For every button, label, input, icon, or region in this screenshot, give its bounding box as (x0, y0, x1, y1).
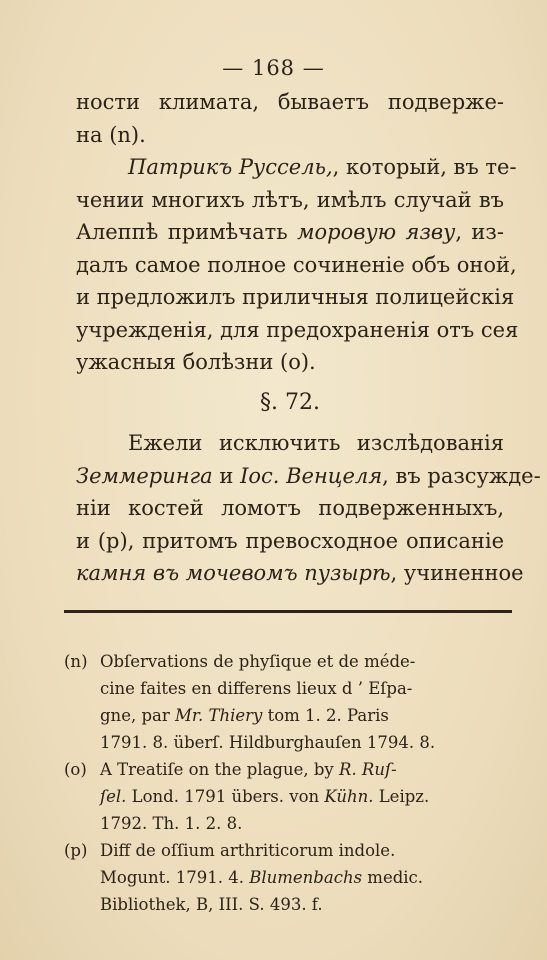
main-text (76, 86, 541, 590)
text-fragment: , из- (455, 220, 504, 244)
text-fragment: , въ разсужде- (382, 463, 541, 488)
footnote-line (100, 864, 508, 891)
footnote-label: (n) (64, 652, 88, 671)
footnote-line (100, 783, 508, 810)
text-line (76, 216, 504, 249)
emphasis-plague: моровую язву (297, 220, 456, 244)
text-line: учрежденія, для предохраненія отъ сея (76, 317, 519, 342)
text-line: Ежели исключить изслѣдованія (128, 431, 504, 455)
text-fragment: , учиненное (390, 561, 524, 585)
footnote-o (64, 756, 508, 837)
text-line: и предложилъ приличныя полицейскія (76, 285, 515, 309)
footnote-line: Bibliothek, B, III. S. 493. f. (100, 895, 323, 914)
name-wenzel: Іос. Венцеля (240, 463, 383, 488)
footnote-label: (p) (64, 841, 88, 860)
footnote-line: Obſervations de phyſique et de méde- (100, 652, 416, 671)
journal-blumenbach: Blumenbachs (249, 868, 363, 887)
author-russell-cont: ſel. (100, 787, 127, 806)
text-line: далъ самое полное сочиненіе объ оной, (76, 252, 517, 277)
footnote-label: (o) (64, 760, 87, 779)
footnote-line: Diff de oſſium arthriticorum indole. (100, 841, 396, 860)
footnote-p (64, 837, 508, 918)
section-heading: §. 72. (260, 389, 320, 415)
text-fragment: Алеппѣ примѣчать (76, 220, 298, 244)
author-thiery: Mr. Thiery (174, 706, 263, 725)
footnote-line: 1792. Th. 1. 2. 8. (100, 814, 243, 833)
page-number: — 168 — (222, 56, 325, 80)
footnote-line (100, 756, 508, 783)
text-line (76, 460, 541, 493)
translator-kuhn: Kühn. (324, 787, 374, 806)
name-soemmerring: Земмеринга (76, 463, 213, 488)
text-fragment: Leipz. (373, 787, 430, 806)
text-fragment: Mogunt. 1791. 4. (100, 868, 250, 887)
text-line: и (p), притомъ превосходное описаніе (76, 528, 504, 553)
text-line: ности климата, бываетъ подверже- (76, 90, 504, 114)
footnote-divider (64, 610, 512, 613)
text-line (76, 151, 517, 184)
text-fragment: , который, въ те- (332, 155, 517, 179)
text-fragment: Lond. 1791 übers. von (126, 787, 325, 806)
text-fragment: и (212, 463, 241, 488)
text-line: на (n). (76, 122, 146, 147)
footnote-line: 1791. 8. überſ. Hildburghauſen 1794. 8. (100, 733, 436, 752)
emphasis-bladder-stone: камня въ мочевомъ пузырѣ (76, 561, 391, 585)
footnote-n (64, 648, 508, 756)
text-line (76, 557, 524, 590)
author-russell: R. Ruſ- (339, 760, 397, 779)
footnote-line (100, 702, 508, 729)
text-fragment: tom 1. 2. Paris (262, 706, 389, 725)
text-fragment: A Treatiſe on the plague, by (100, 760, 340, 779)
name-patrick-russell: Патрикъ Руссель, (128, 155, 333, 179)
text-line: чении многихъ лѣтъ, имѣлъ случай въ (76, 187, 504, 212)
text-fragment: gne, par (100, 706, 175, 725)
footnote-line: cine faites en differens lieux d ’ Eſpa- (100, 679, 413, 698)
footnotes (64, 648, 508, 918)
text-line: ужасныя болѣзни (o). (76, 350, 316, 374)
text-line: ніи костей ломотъ подверженныхъ, (76, 496, 504, 520)
text-fragment: medic. (362, 868, 424, 887)
